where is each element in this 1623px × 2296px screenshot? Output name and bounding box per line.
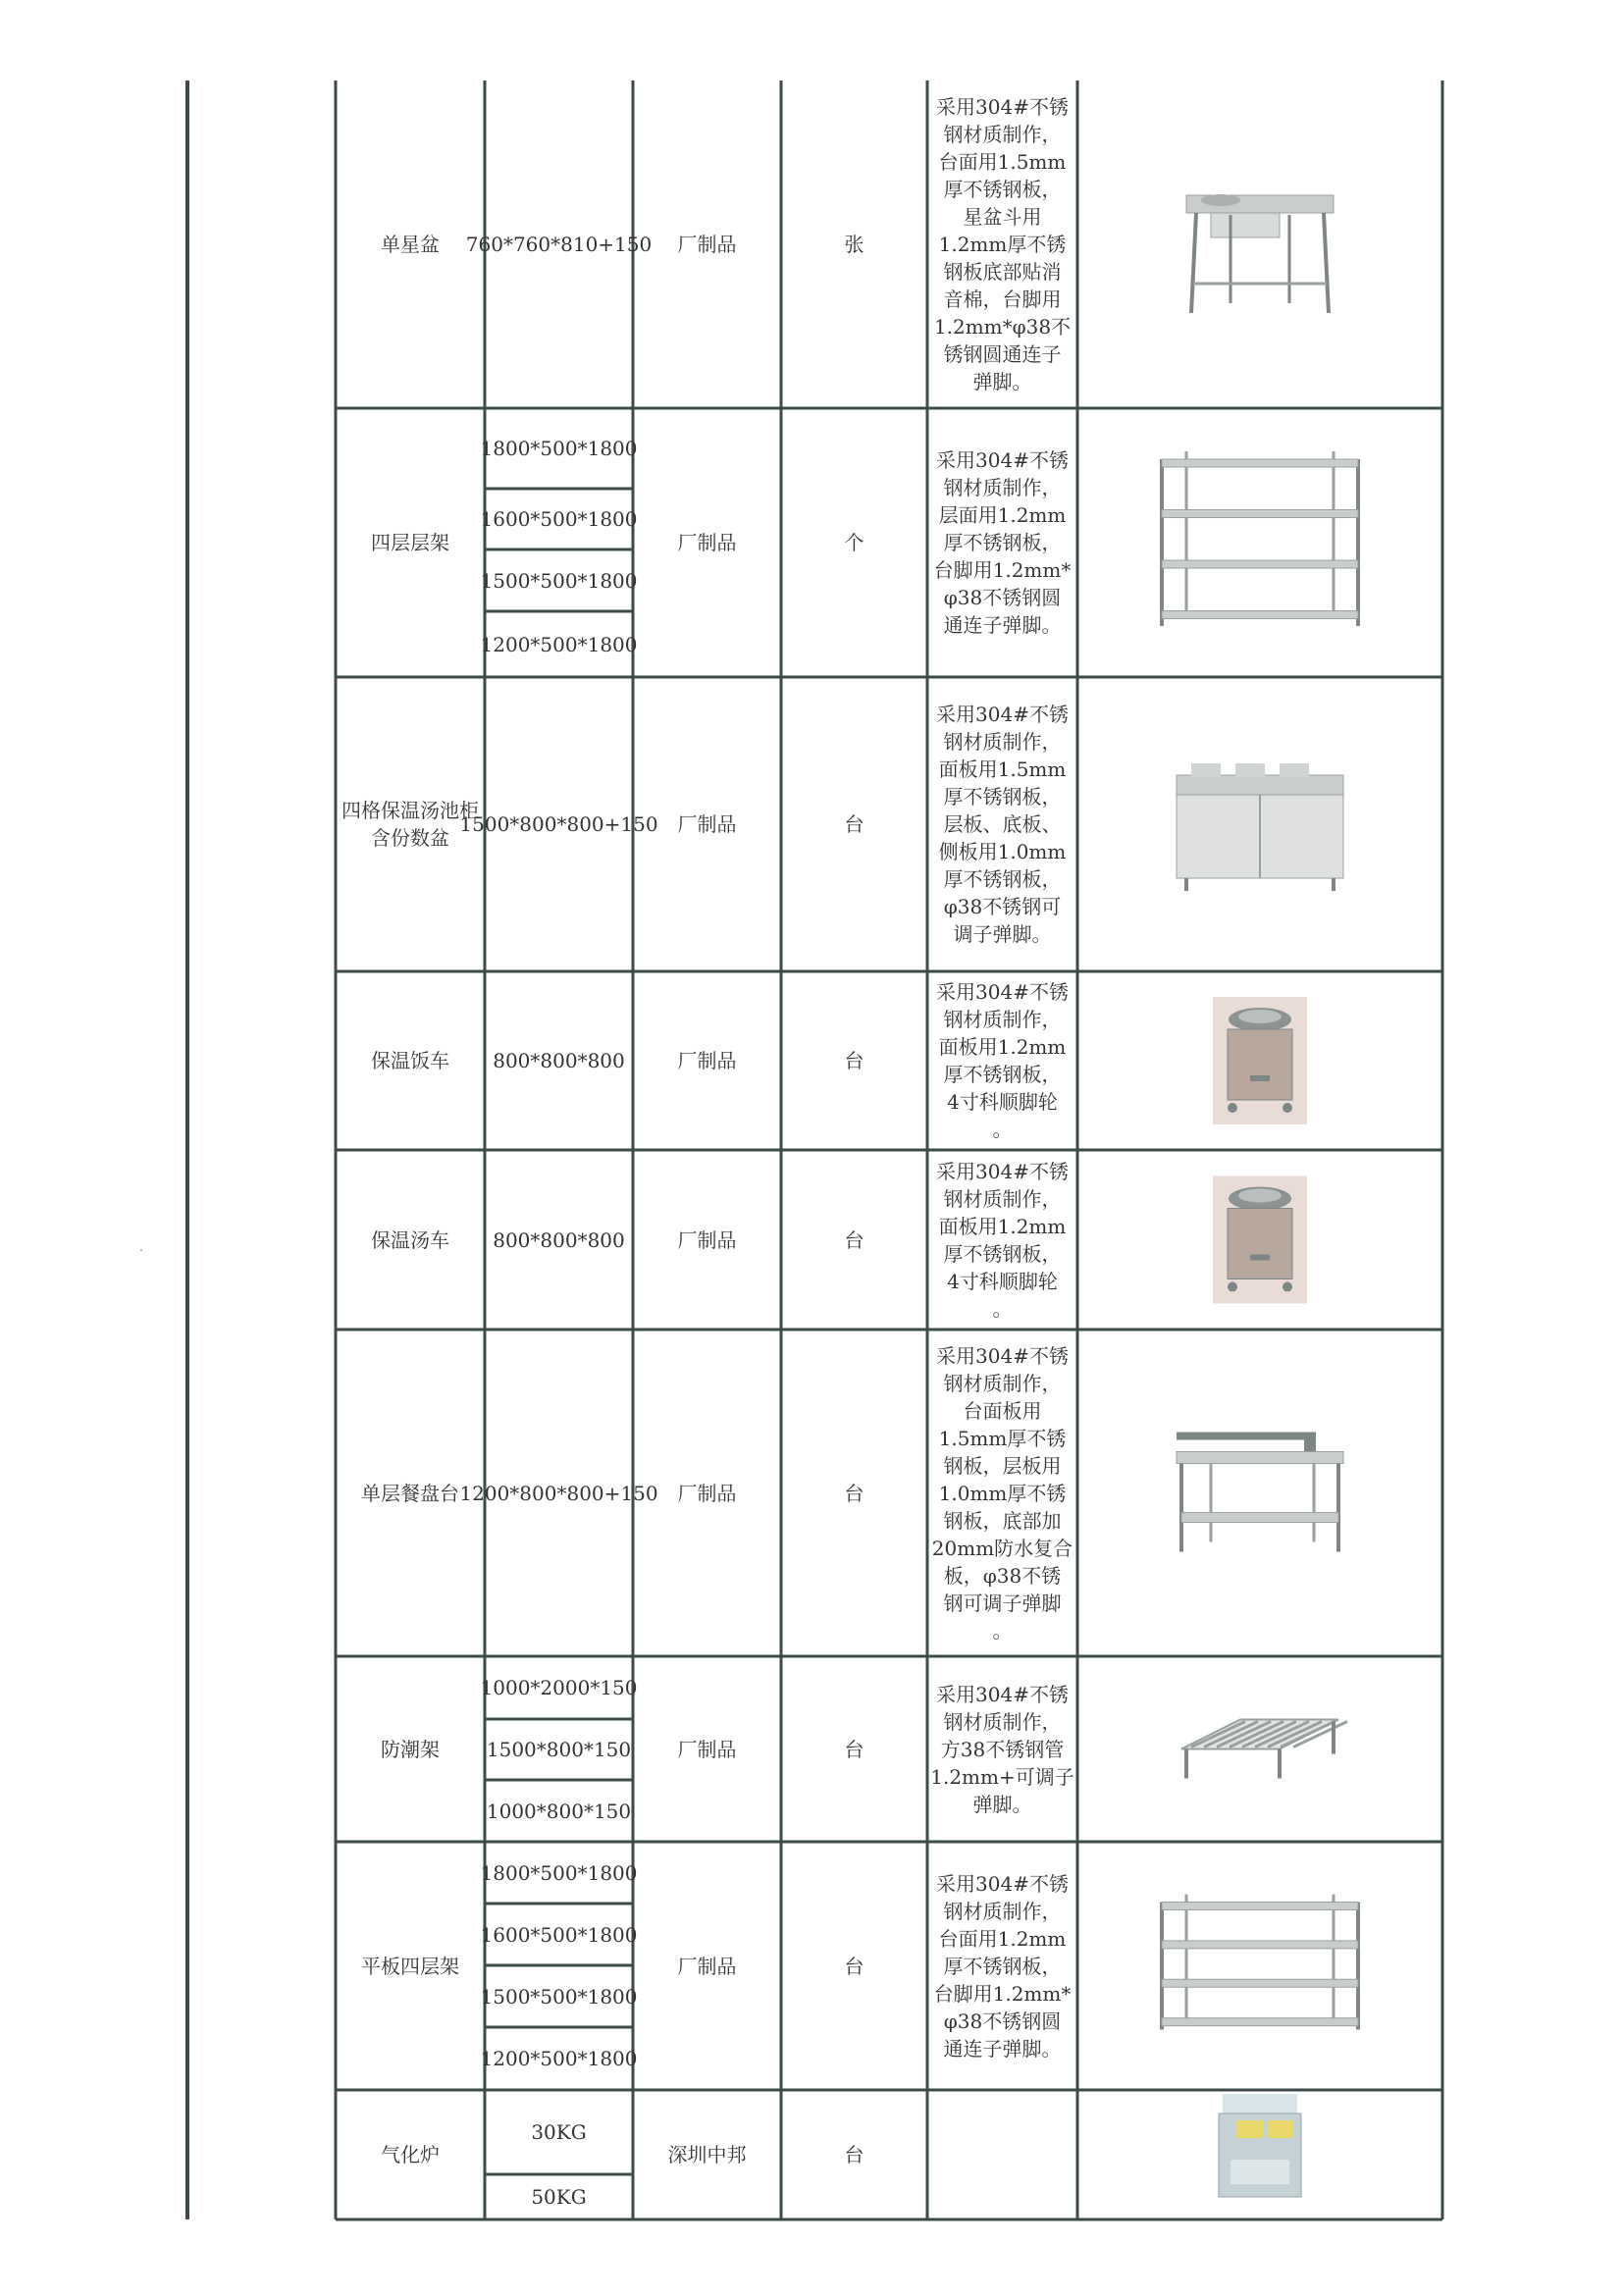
item-source: 厂制品: [677, 531, 737, 554]
item-description: [927, 1842, 1077, 2090]
item-name: 四格保温汤池柜含份数盆: [341, 799, 479, 850]
item-source: 深圳中邦: [667, 2143, 747, 2166]
four-tier-shelf-icon: [1162, 451, 1358, 626]
item-name: 单层餐盘台: [361, 1481, 459, 1505]
item-spec: 1500*800*150: [486, 1738, 632, 1761]
item-spec: 1800*500*1800: [480, 1860, 638, 1885]
moisture-rack-icon: [1181, 1720, 1347, 1779]
item-source: 厂制品: [677, 233, 737, 256]
item-description-text: 采用304#不锈 钢材质制作， 面板用1.5mm 厚不锈钢板， 层板、底板、 侧板用1.0mm 厚不锈钢板， φ38不锈钢可 调子弹脚。: [936, 703, 1069, 946]
item-unit: 台: [844, 1049, 864, 1072]
item-source: 厂制品: [677, 1481, 737, 1505]
rice-warmer-cart-icon: [1213, 997, 1307, 1124]
item-description-text: 采用304#不锈 钢材质制作， 面板用1.2mm 厚不锈钢板， 4寸科顺脚轮 。: [936, 980, 1069, 1141]
item-name: 四层层架: [371, 531, 449, 554]
item-spec: 1500*500*1800: [480, 568, 638, 593]
item-source: 厂制品: [677, 1227, 737, 1252]
item-unit: 台: [844, 1227, 864, 1252]
item-description: [927, 971, 1077, 1150]
item-name: 气化炉: [381, 2143, 440, 2166]
item-description-text: 采用304#不锈 钢材质制作， 台面板用 1.5mm厚不锈 钢板，层板用 1.0mm厚不锈 钢板，底部加 20mm防水复合 板，φ38不锈 钢可调子弹脚 。: [931, 1343, 1073, 1643]
item-spec: 760*760*810+150: [465, 233, 653, 256]
tray-table-icon: [1177, 1433, 1343, 1552]
item-spec: 800*800*800: [493, 1227, 625, 1252]
item-name: 保温汤车: [371, 1227, 449, 1252]
item-description-text: 采用304#不锈 钢材质制作， 层面用1.2mm 厚不锈钢板， 台脚用1.2mm* φ38不锈钢圆 通连子弹脚。: [933, 448, 1072, 637]
item-spec: 1200*500*1800: [480, 2047, 638, 2070]
item-description: [927, 1150, 1077, 1330]
item-spec: 1000*2000*150: [480, 1676, 638, 1699]
item-spec: 1200*500*1800: [480, 632, 638, 656]
item-description: [927, 80, 1077, 408]
item-source: 厂制品: [677, 1049, 737, 1072]
item-source: 厂制品: [677, 1737, 737, 1761]
item-unit: 台: [844, 812, 864, 836]
item-description-text: 采用304#不锈 钢材质制作， 台面用1.2mm 厚不锈钢板， 台脚用1.2mm* φ38不锈钢圆 通连子弹脚。: [933, 1871, 1072, 2061]
item-spec: 1500*500*1800: [480, 1984, 638, 2009]
item-spec: 30KG: [531, 2120, 587, 2144]
flat-four-tier-shelf-icon: [1162, 1895, 1358, 2030]
item-description: [927, 1330, 1077, 1656]
item-description-text: 采用304#不锈 钢材质制作， 台面用1.5mm 厚不锈钢板， 星盆斗用 1.2mm厚不锈 钢板底部贴消 音棉，台脚用 1.2mm*φ38不 锈钢圆通连子 弹脚。: [933, 95, 1072, 393]
item-source: 厂制品: [677, 812, 737, 836]
item-spec: 1000*800*150: [486, 1799, 632, 1823]
item-description-text: 采用304#不锈 钢材质制作， 方38不锈钢管 1.2mm+可调子 弹脚。: [930, 1682, 1074, 1816]
item-spec: 1600*500*1800: [480, 507, 638, 531]
item-spec: 800*800*800: [493, 1049, 625, 1072]
soup-warmer-cart-icon: [1213, 1176, 1307, 1304]
item-name: 保温饭车: [371, 1049, 449, 1072]
item-spec: 1600*500*1800: [480, 1922, 638, 1947]
item-source: 厂制品: [677, 1954, 737, 1978]
item-spec: 50KG: [531, 2185, 587, 2209]
item-name: 平板四层架: [361, 1954, 459, 1978]
vaporizer-icon: [1219, 2094, 1301, 2197]
item-unit: 台: [844, 2143, 864, 2166]
item-description: [927, 408, 1077, 677]
item-unit: 台: [844, 1954, 864, 1978]
item-unit: 个: [844, 531, 864, 554]
item-unit: 台: [844, 1737, 864, 1761]
item-spec: 1800*500*1800: [480, 437, 638, 460]
item-description-text: 采用304#不锈 钢材质制作， 面板用1.2mm 厚不锈钢板， 4寸科顺脚轮 。: [936, 1159, 1069, 1321]
item-description: [927, 677, 1077, 971]
item-unit: 张: [844, 233, 864, 256]
bain-marie-cabinet-icon: [1177, 763, 1343, 891]
item-spec: 1200*800*800+150: [459, 1481, 658, 1505]
item-name: 防潮架: [381, 1737, 440, 1761]
item-unit: 台: [844, 1481, 864, 1505]
item-spec: 1500*800*800+150: [459, 812, 658, 836]
single-sink-table-icon: [1186, 194, 1334, 313]
item-name: 单星盆: [381, 233, 440, 256]
item-description: [927, 2090, 1077, 2219]
item-description: [927, 1656, 1077, 1842]
